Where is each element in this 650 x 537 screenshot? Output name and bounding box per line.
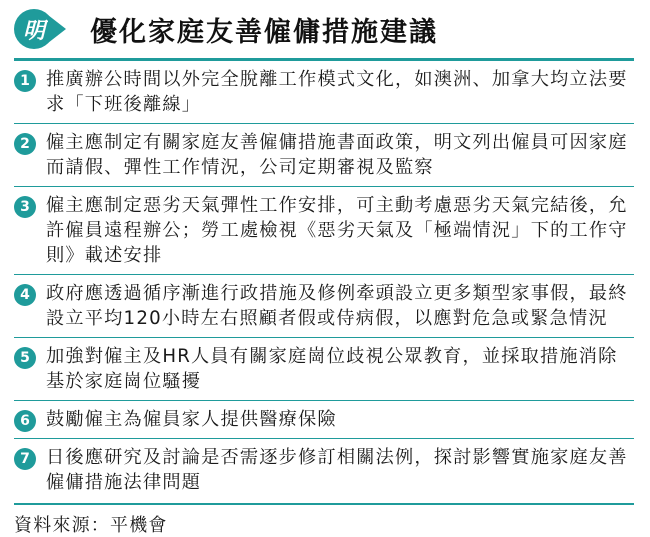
logo-badge: 明 [14, 9, 54, 49]
logo [14, 9, 76, 49]
list-item [14, 124, 634, 186]
list-item [14, 439, 634, 501]
source-note: 資料來源：平機會 [14, 515, 168, 536]
number-badge: 2 [14, 133, 36, 155]
number-badge: 1 [14, 70, 36, 92]
header [14, 6, 634, 52]
item-text: 鼓勵僱主為僱員家人提供醫療保險 [46, 409, 337, 430]
item-text: 僱主應制定有關家庭友善僱傭措施書面政策，明文列出僱員可因家庭而請假、彈性工作情況，公司定期審視及監察 [46, 132, 628, 178]
chevron-right-icon [48, 15, 66, 43]
number-badge: 4 [14, 284, 36, 306]
item-text: 推廣辦公時間以外完全脫離工作模式文化，如澳洲、加拿大均立法要求「下班後離線」 [46, 69, 628, 115]
number-badge: 3 [14, 196, 36, 218]
item-text: 政府應透過循序漸進行政措施及修例牽頭設立更多類型家事假，最終設立平均120小時左右照顧者假或侍病假，以應對危急或緊急情況 [46, 283, 628, 329]
list-item [14, 401, 634, 438]
list-item [14, 338, 634, 400]
page-title: 優化家庭友善僱傭措施建議 [90, 16, 438, 48]
item-text: 日後應研究及討論是否需逐步修訂相關法例，探討影響實施家庭友善僱傭措施法律問題 [46, 447, 628, 493]
number-badge: 5 [14, 347, 36, 369]
item-text: 僱主應制定惡劣天氣彈性工作安排，可主動考慮惡劣天氣完結後，允許僱員遠程辦公；勞工處檢視《惡劣天氣及「極端情況」下的工作守則》載述安排 [46, 195, 628, 266]
item-text: 加強對僱主及HR人員有關家庭崗位歧視公眾教育，並採取措施消除基於家庭崗位騷擾 [46, 346, 618, 392]
list-item [14, 187, 634, 274]
recommendation-list [14, 61, 634, 501]
number-badge: 7 [14, 448, 36, 470]
list-item [14, 61, 634, 123]
list-item [14, 275, 634, 337]
number-badge: 6 [14, 410, 36, 432]
